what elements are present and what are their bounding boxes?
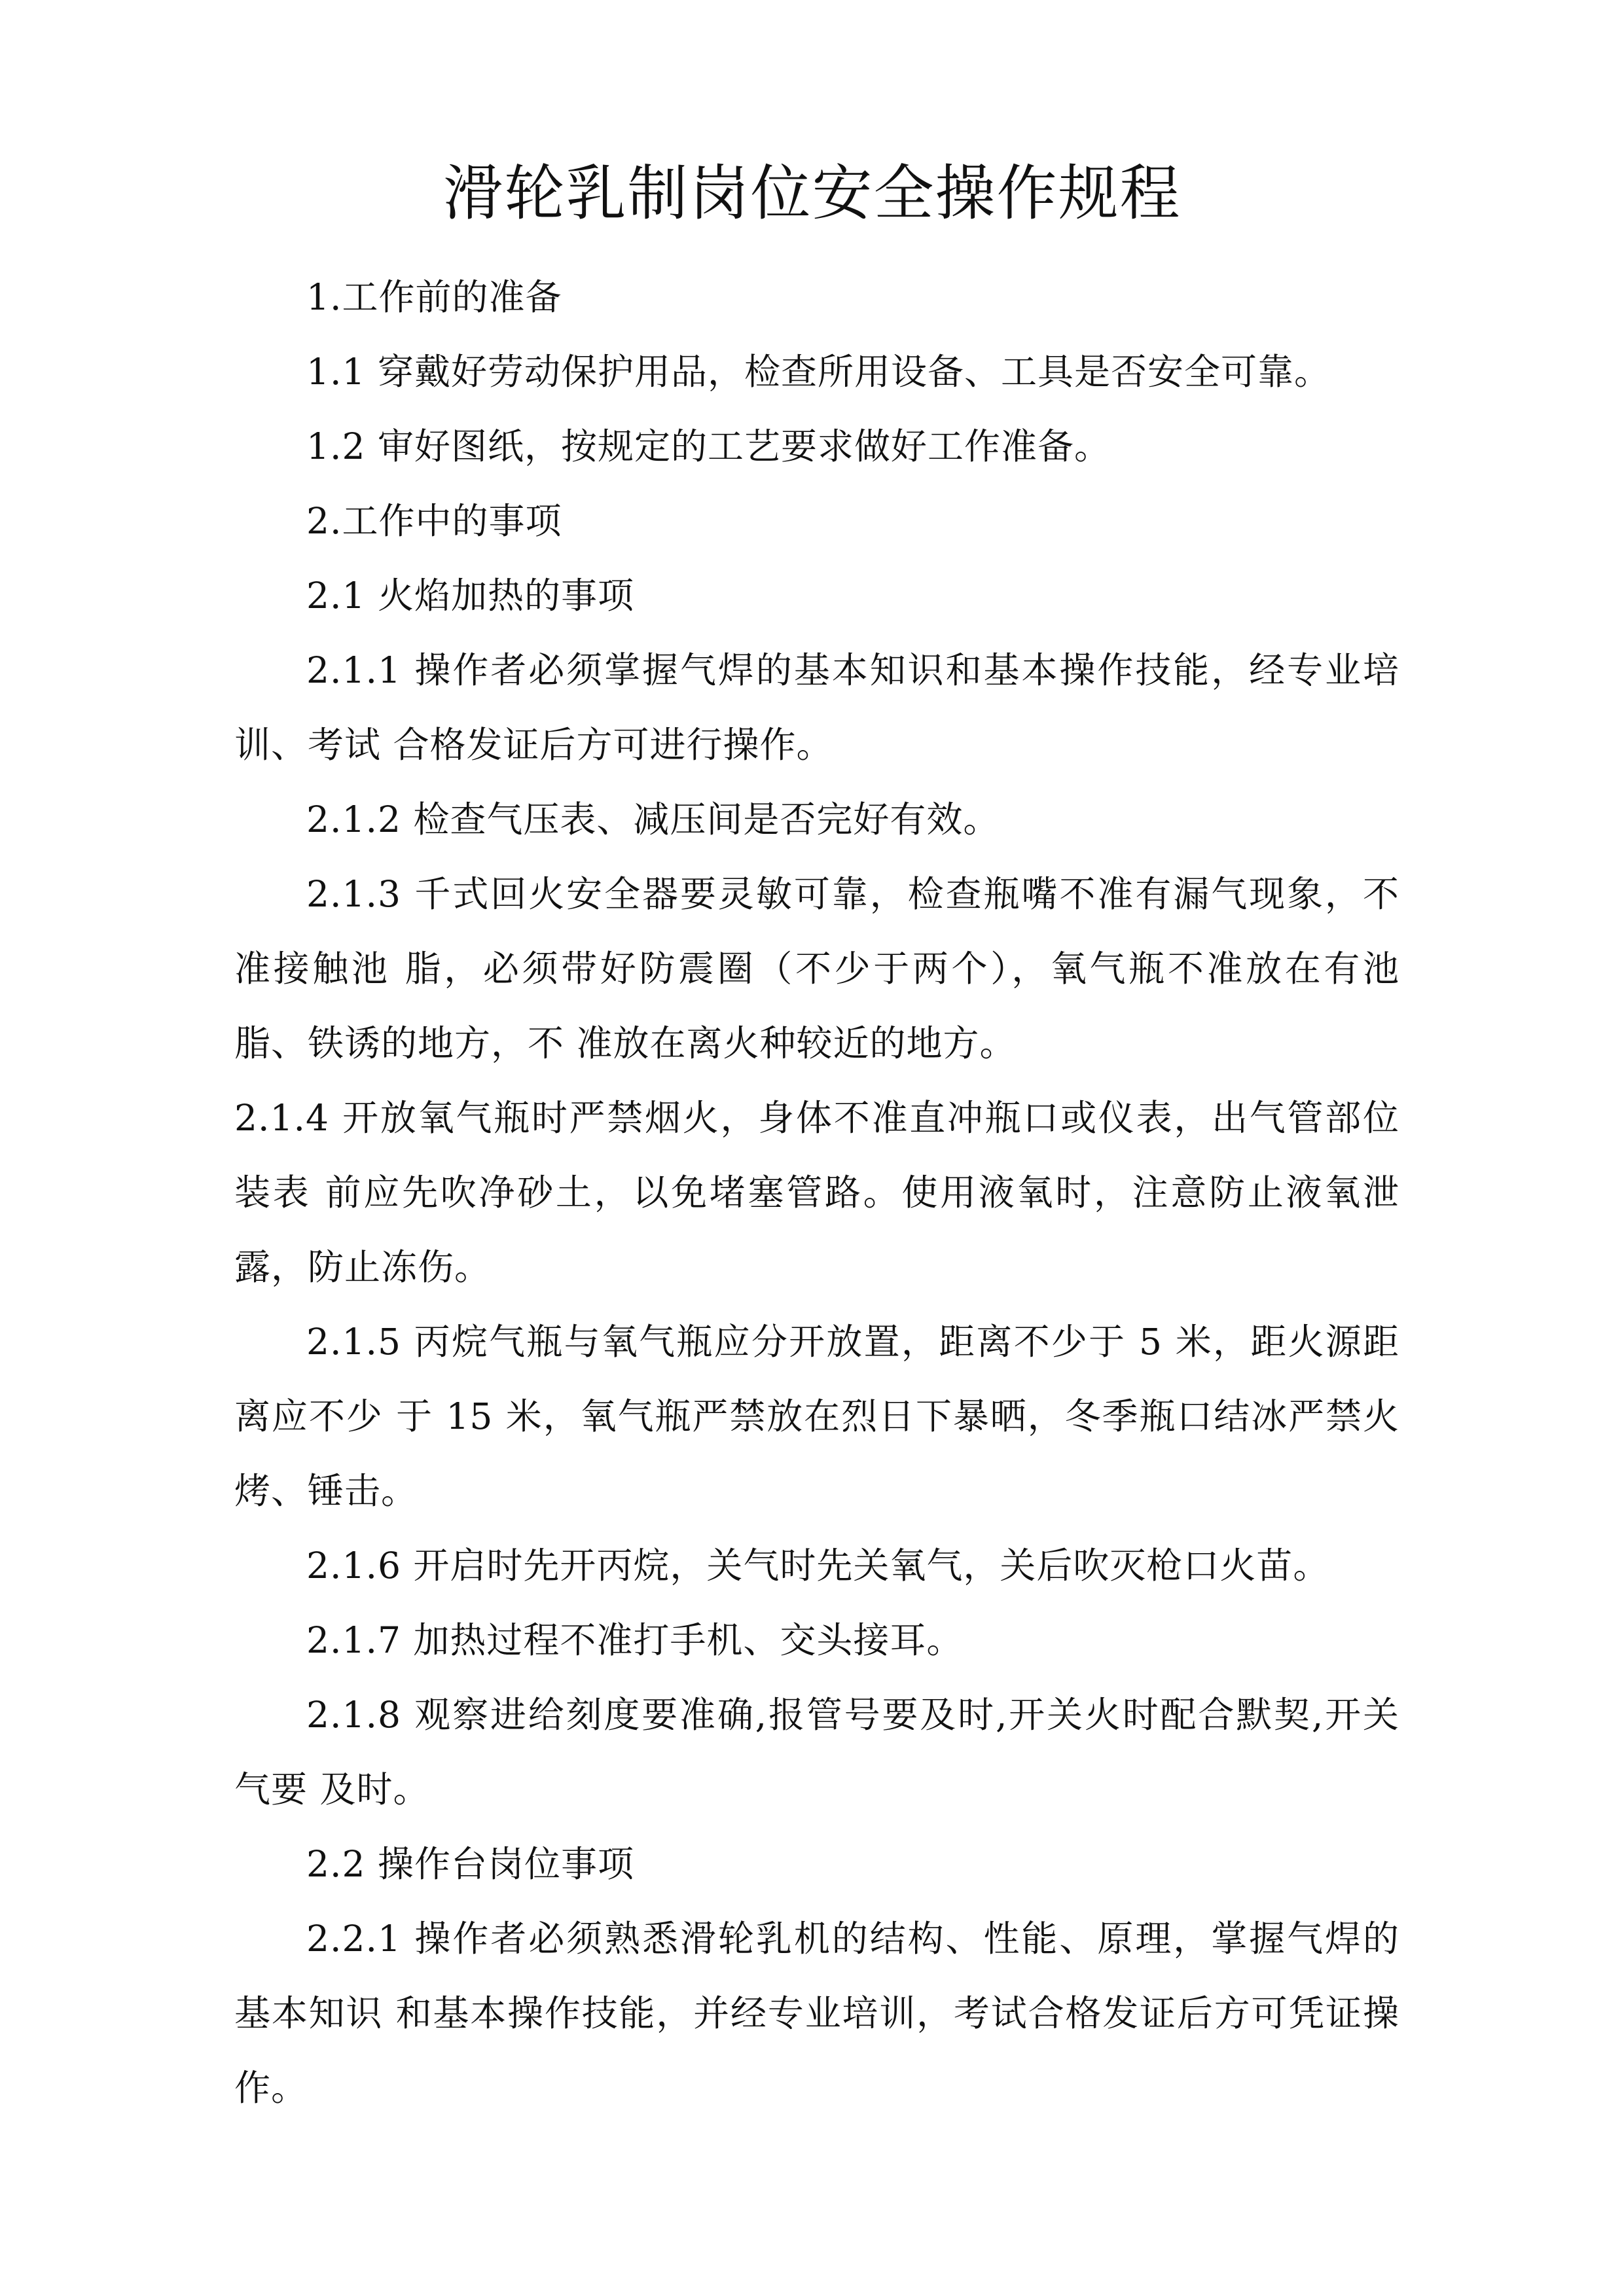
paragraph-2-1-8: 2.1.8 观察进给刻度要准确,报管号要及时,开关火时配合默契,开关气要 及时。	[234, 1694, 1399, 1810]
paragraph-2-1-6: 2.1.6 开启时先开丙烷，关气时先关氧气，关后吹灭枪口火苗。	[306, 1545, 1330, 1587]
paragraph-2-2-1: 2.2.1 操作者必须熟悉滑轮乳机的结构、性能、原理，掌握气焊的基本知识 和基本操作技能，并经专业培训，考试合格发证后方可凭证操作。	[234, 1918, 1399, 2109]
paragraph-2-1-1: 2.1.1 操作者必须掌握气焊的基本知识和基本操作技能，经专业培训、考试 合格发证后方可进行操作。	[234, 649, 1399, 766]
paragraph-1-1: 1.1 穿戴好劳动保护用品，检查所用设备、工具是否安全可靠。	[306, 351, 1331, 393]
paragraph-2-1: 2.1 火焰加热的事项	[306, 575, 634, 617]
paragraph-2-2: 2.2 操作台岗位事项	[306, 1843, 634, 1885]
paragraph-2-1-3: 2.1.3 千式回火安全器要灵敏可靠，检查瓶嘴不准有漏气现象，不准接触池 脂，必须带好防震圈（不少于两个），氧气瓶不准放在有池脂、铁诱的地方，不 准放在离火种较近的地方。	[234, 873, 1399, 1064]
paragraph-1-2: 1.2 审好图纸，按规定的工艺要求做好工作准备。	[306, 425, 1111, 467]
paragraph-2-1-4: 2.1.4 开放氧气瓶时严禁烟火，身体不准直冲瓶口或仪表，出气管部位装表 前应先吹净砂土，以免堵塞管路。使用液氧时，注意防止液氧泄露，防止冻伤。	[234, 1097, 1399, 1288]
paragraph-2-1-5: 2.1.5 丙烷气瓶与氧气瓶应分开放置，距离不少于 5 米，距火源距离应不少 于 15 米，氧气瓶严禁放在烈日下暴晒，冬季瓶口结冰严禁火烤、锤击。	[234, 1321, 1399, 1512]
paragraph-2-1-2: 2.1.2 检查气压表、减压间是否完好有效。	[306, 798, 1000, 840]
paragraph-2: 2.工作中的事项	[306, 500, 562, 542]
document-body	[234, 260, 1399, 2125]
document-title: 滑轮乳制岗位安全操作规程	[442, 158, 1182, 228]
paragraph-1: 1.工作前的准备	[306, 276, 562, 318]
paragraph-2-1-7: 2.1.7 加热过程不准打手机、交头接耳。	[306, 1619, 964, 1661]
